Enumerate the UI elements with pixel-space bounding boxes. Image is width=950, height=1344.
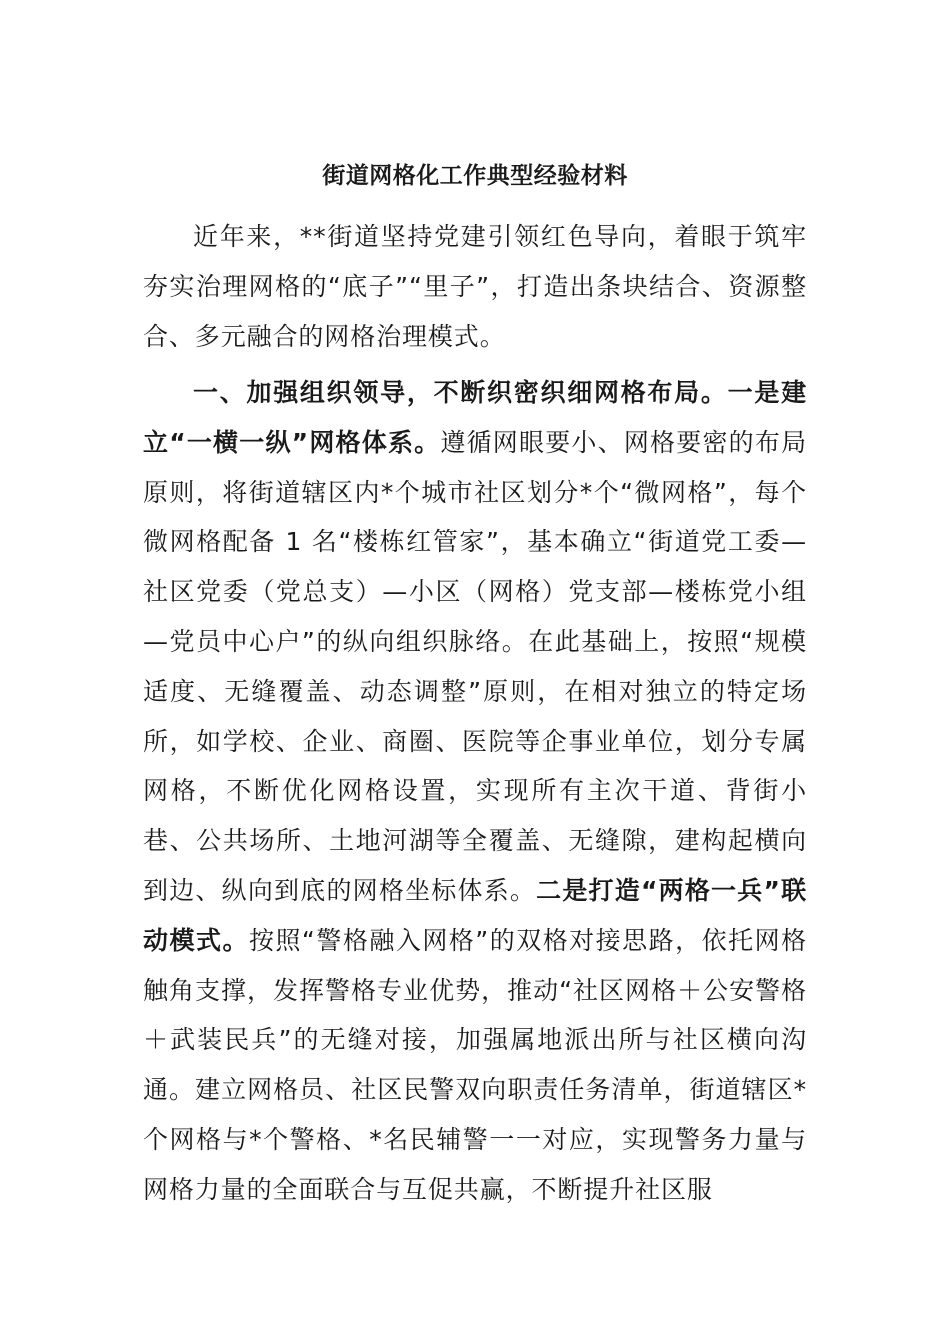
point-two-text: 按照“警格融入网格”的双格对接思路，依托网格触角支撑，发挥警格专业优势，推动“社区网格＋公安警格＋武装民兵”的无缝对接，加强属地派出所与社区横向沟通。建立网格员、社区民警双向职责任务清单，街道辖区*个网格与*个警格、*名民辅警一一对应，实现警务力量与网格力量的全面联合与互促共赢，不断提升社区服 [143, 925, 807, 1204]
section-one-heading: 一、加强组织领导，不断织密织细网格布局。 [193, 378, 728, 407]
section-one-body [143, 368, 807, 1215]
section-one-paragraph [143, 368, 807, 1215]
point-one-text: 遵循网眼要小、网格要密的布局原则，将街道辖区内*个城市社区划分*个“微网格”，每个微网格配备 1 名“楼栋红管家”，基本确立“街道党工委—社区党委（党总支）—小区（网格）党支部—楼栋党小组—党员中心户”的纵向组织脉络。在此基础上，按照“规模适度、无缝覆盖、动态调整”原则，在相对独立的特定场所，如学校、企业、商圈、医院等企事业单位，划分专属网格，不断优化网格设置，实现所有主次干道、背街小巷、公共场所、土地河湖等全覆盖、无缝隙，建构起横向到边、纵向到底的网格坐标体系。 [143, 427, 807, 905]
intro-paragraph [143, 212, 807, 361]
document-title: 街道网格化工作典型经验材料 [322, 163, 628, 189]
intro-text: 近年来，**街道坚持党建引领红色导向，着眼于筑牢夯实治理网格的“底子”“里子”，打造出条块结合、资源整合、多元融合的网格治理模式。 [143, 222, 807, 351]
point-two-title: 二是打造“两格一兵”联动模式。 [143, 875, 807, 955]
point-one-title: 一是建立“一横一纵”网格体系。 [143, 378, 807, 457]
